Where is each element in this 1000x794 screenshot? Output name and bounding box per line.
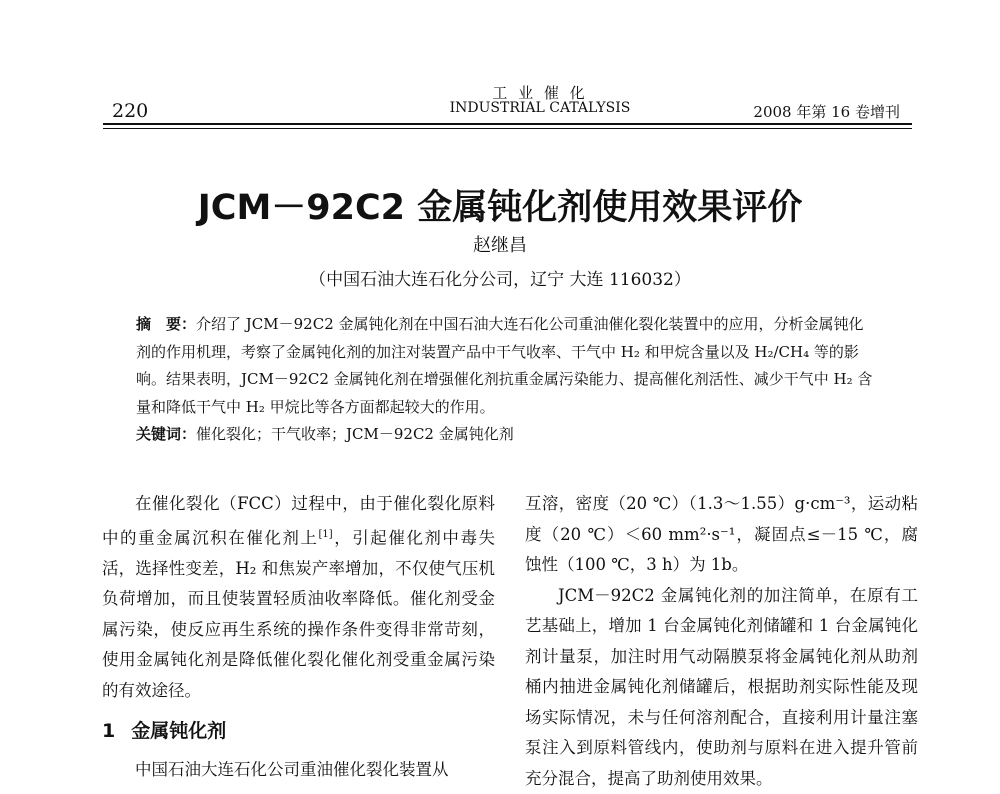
body-left-column xyxy=(102,489,495,785)
intro-text-part2: ，引起催化剂中毒失活，选择性变差，H₂ 和焦炭产率增加，不仅使气压机负荷增加，而且使装置轻质油收率降低。催化剂受金属污染，使反应再生系统的操作条件变得非常苛刻，使用金属钝化剂是降低催化裂化催化剂受重金属污染的有效途径。 xyxy=(102,528,495,700)
body-right-column xyxy=(525,489,918,794)
section-heading xyxy=(102,716,495,747)
dosing-paragraph: JCM－92C2 金属钝化剂的加注简单，在原有工艺基础上，增加 1 台金属钝化剂储罐和 1 台金属钝化剂计量泵，加注时用气动隔膜泵将金属钝化剂从助剂桶内抽进金属钝化剂储罐后，根据助剂实际性能及现场实际情况，未与任何溶剂配合，直接利用计量注塞泵注入到原料管线内，使助剂与原料在进入提升管前充分混合，提高了助剂使用效果。 xyxy=(525,581,918,794)
author-affiliation: （中国石油大连石化分公司，辽宁 大连 116032） xyxy=(0,265,1000,290)
keywords-text: 催化裂化；干气收率；JCM－92C2 金属钝化剂 xyxy=(196,425,514,443)
section-paragraph: 中国石油大连石化公司重油催化裂化装置从 xyxy=(102,755,495,786)
properties-paragraph: 互溶，密度（20 ℃）（1.3～1.55）g·cm⁻³，运动粘度（20 ℃）＜60 mm²·s⁻¹，凝固点≤－15 ℃，腐蚀性（100 ℃，3 h）为 1b。 xyxy=(525,489,918,581)
header-rule-thick xyxy=(103,123,912,125)
abstract-paragraph xyxy=(136,311,876,421)
abstract-label: 摘 要： xyxy=(136,315,196,333)
journal-title-english: INDUSTRIAL CATALYSIS xyxy=(420,100,660,116)
abstract-block xyxy=(136,311,876,449)
issue-info: 2008 年第 16 卷增刊 xyxy=(753,101,900,122)
section-number: 1 xyxy=(102,720,115,742)
section-title: 金属钝化剂 xyxy=(131,720,226,742)
abstract-text: 介绍了 JCM－92C2 金属钝化剂在中国石油大连石化公司重油催化裂化装置中的应用，分析金属钝化剂的作用机理，考察了金属钝化剂的加注对装置产品中干气收率、干气中 H₂ 和甲烷含量以及 H₂/CH₄ 等的影响。结果表明，JCM－92C2 金属钝化剂在增强催化剂抗重金属污染能力、提高催化剂活性、减少干气中 H₂ 含量和降低干气中 H₂ 甲烷比等各方面都起较大的作用。 xyxy=(136,315,872,416)
keywords-line xyxy=(136,421,876,449)
keywords-label: 关键词： xyxy=(136,425,196,443)
header-rule-thin xyxy=(103,128,912,129)
author-name: 赵继昌 xyxy=(0,231,1000,257)
intro-text-part1: 在催化裂化（FCC）过程中，由于催化裂化原料中的重金属沉积在催化剂上 xyxy=(102,494,495,547)
page-number: 220 xyxy=(112,100,148,122)
citation-ref: [1] xyxy=(318,529,332,540)
article-title: JCM－92C2 金属钝化剂使用效果评价 xyxy=(0,180,1000,230)
intro-paragraph xyxy=(102,489,495,706)
journal-title-chinese: 工 业 催 化 xyxy=(470,82,610,103)
